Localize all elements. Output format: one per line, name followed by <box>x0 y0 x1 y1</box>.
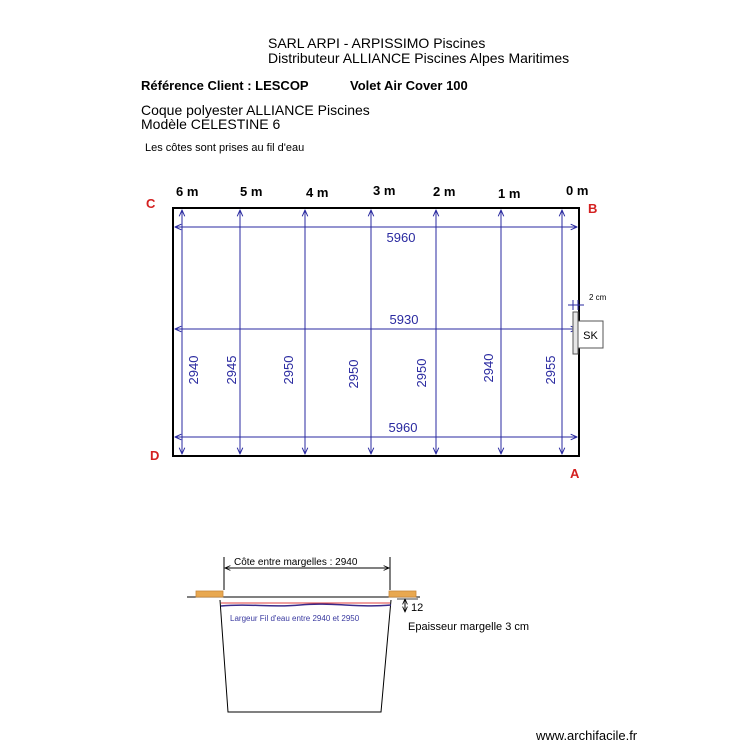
meter-mark-4: 4 m <box>306 185 329 200</box>
model-name: Modèle CELESTINE 6 <box>141 116 281 132</box>
coping-thickness-label: Epaisseur margelle 3 cm <box>408 621 530 633</box>
meter-mark-3: 3 m <box>373 183 396 198</box>
depth-label: 12 <box>411 602 424 614</box>
skimmer-mouth <box>573 312 578 354</box>
skimmer-offset-label: 2 cm <box>589 293 607 302</box>
product-name: Volet Air Cover 100 <box>350 78 468 93</box>
corner-c: C <box>146 196 156 211</box>
length-label-bottom: 5960 <box>388 420 418 435</box>
pool-outline <box>173 208 579 456</box>
client-reference: Référence Client : LESCOP <box>141 78 309 93</box>
width-label-4: 2950 <box>346 359 361 389</box>
length-label-middle: 5930 <box>389 312 419 327</box>
meter-mark-6: 6 m <box>176 184 199 199</box>
meter-mark-2: 2 m <box>433 184 456 199</box>
coping-left <box>196 591 223 597</box>
water-line-label: Largeur Fil d'eau entre 2940 et 2950 <box>230 614 360 623</box>
water-line-wave <box>221 604 391 606</box>
width-label-7: 2955 <box>543 355 558 385</box>
width-label-1: 2940 <box>186 355 201 385</box>
meter-mark-5: 5 m <box>240 184 263 199</box>
width-label-5: 2950 <box>414 358 429 388</box>
distributor-name: Distributeur ALLIANCE Piscines Alpes Maritimes <box>268 50 570 66</box>
shell-description: Coque polyester ALLIANCE Piscines <box>141 102 370 118</box>
width-label-3: 2950 <box>281 355 296 385</box>
meter-mark-1: 1 m <box>498 186 521 201</box>
company-name: SARL ARPI - ARPISSIMO Piscines <box>268 35 486 51</box>
watermark: www.archifacile.fr <box>536 728 638 743</box>
coping-width-label: Côte entre margelles : 2940 <box>234 557 358 568</box>
width-label-6: 2940 <box>481 353 496 383</box>
meter-mark-0: 0 m <box>566 183 589 198</box>
measurement-note: Les côtes sont prises au fil d'eau <box>145 142 305 154</box>
corner-b: B <box>588 201 598 216</box>
width-label-2: 2945 <box>224 355 239 385</box>
corner-a: A <box>570 466 580 481</box>
length-label-top: 5960 <box>386 230 416 245</box>
corner-d: D <box>150 448 160 463</box>
coping-right <box>389 591 416 597</box>
skimmer-label: SK <box>583 330 598 342</box>
